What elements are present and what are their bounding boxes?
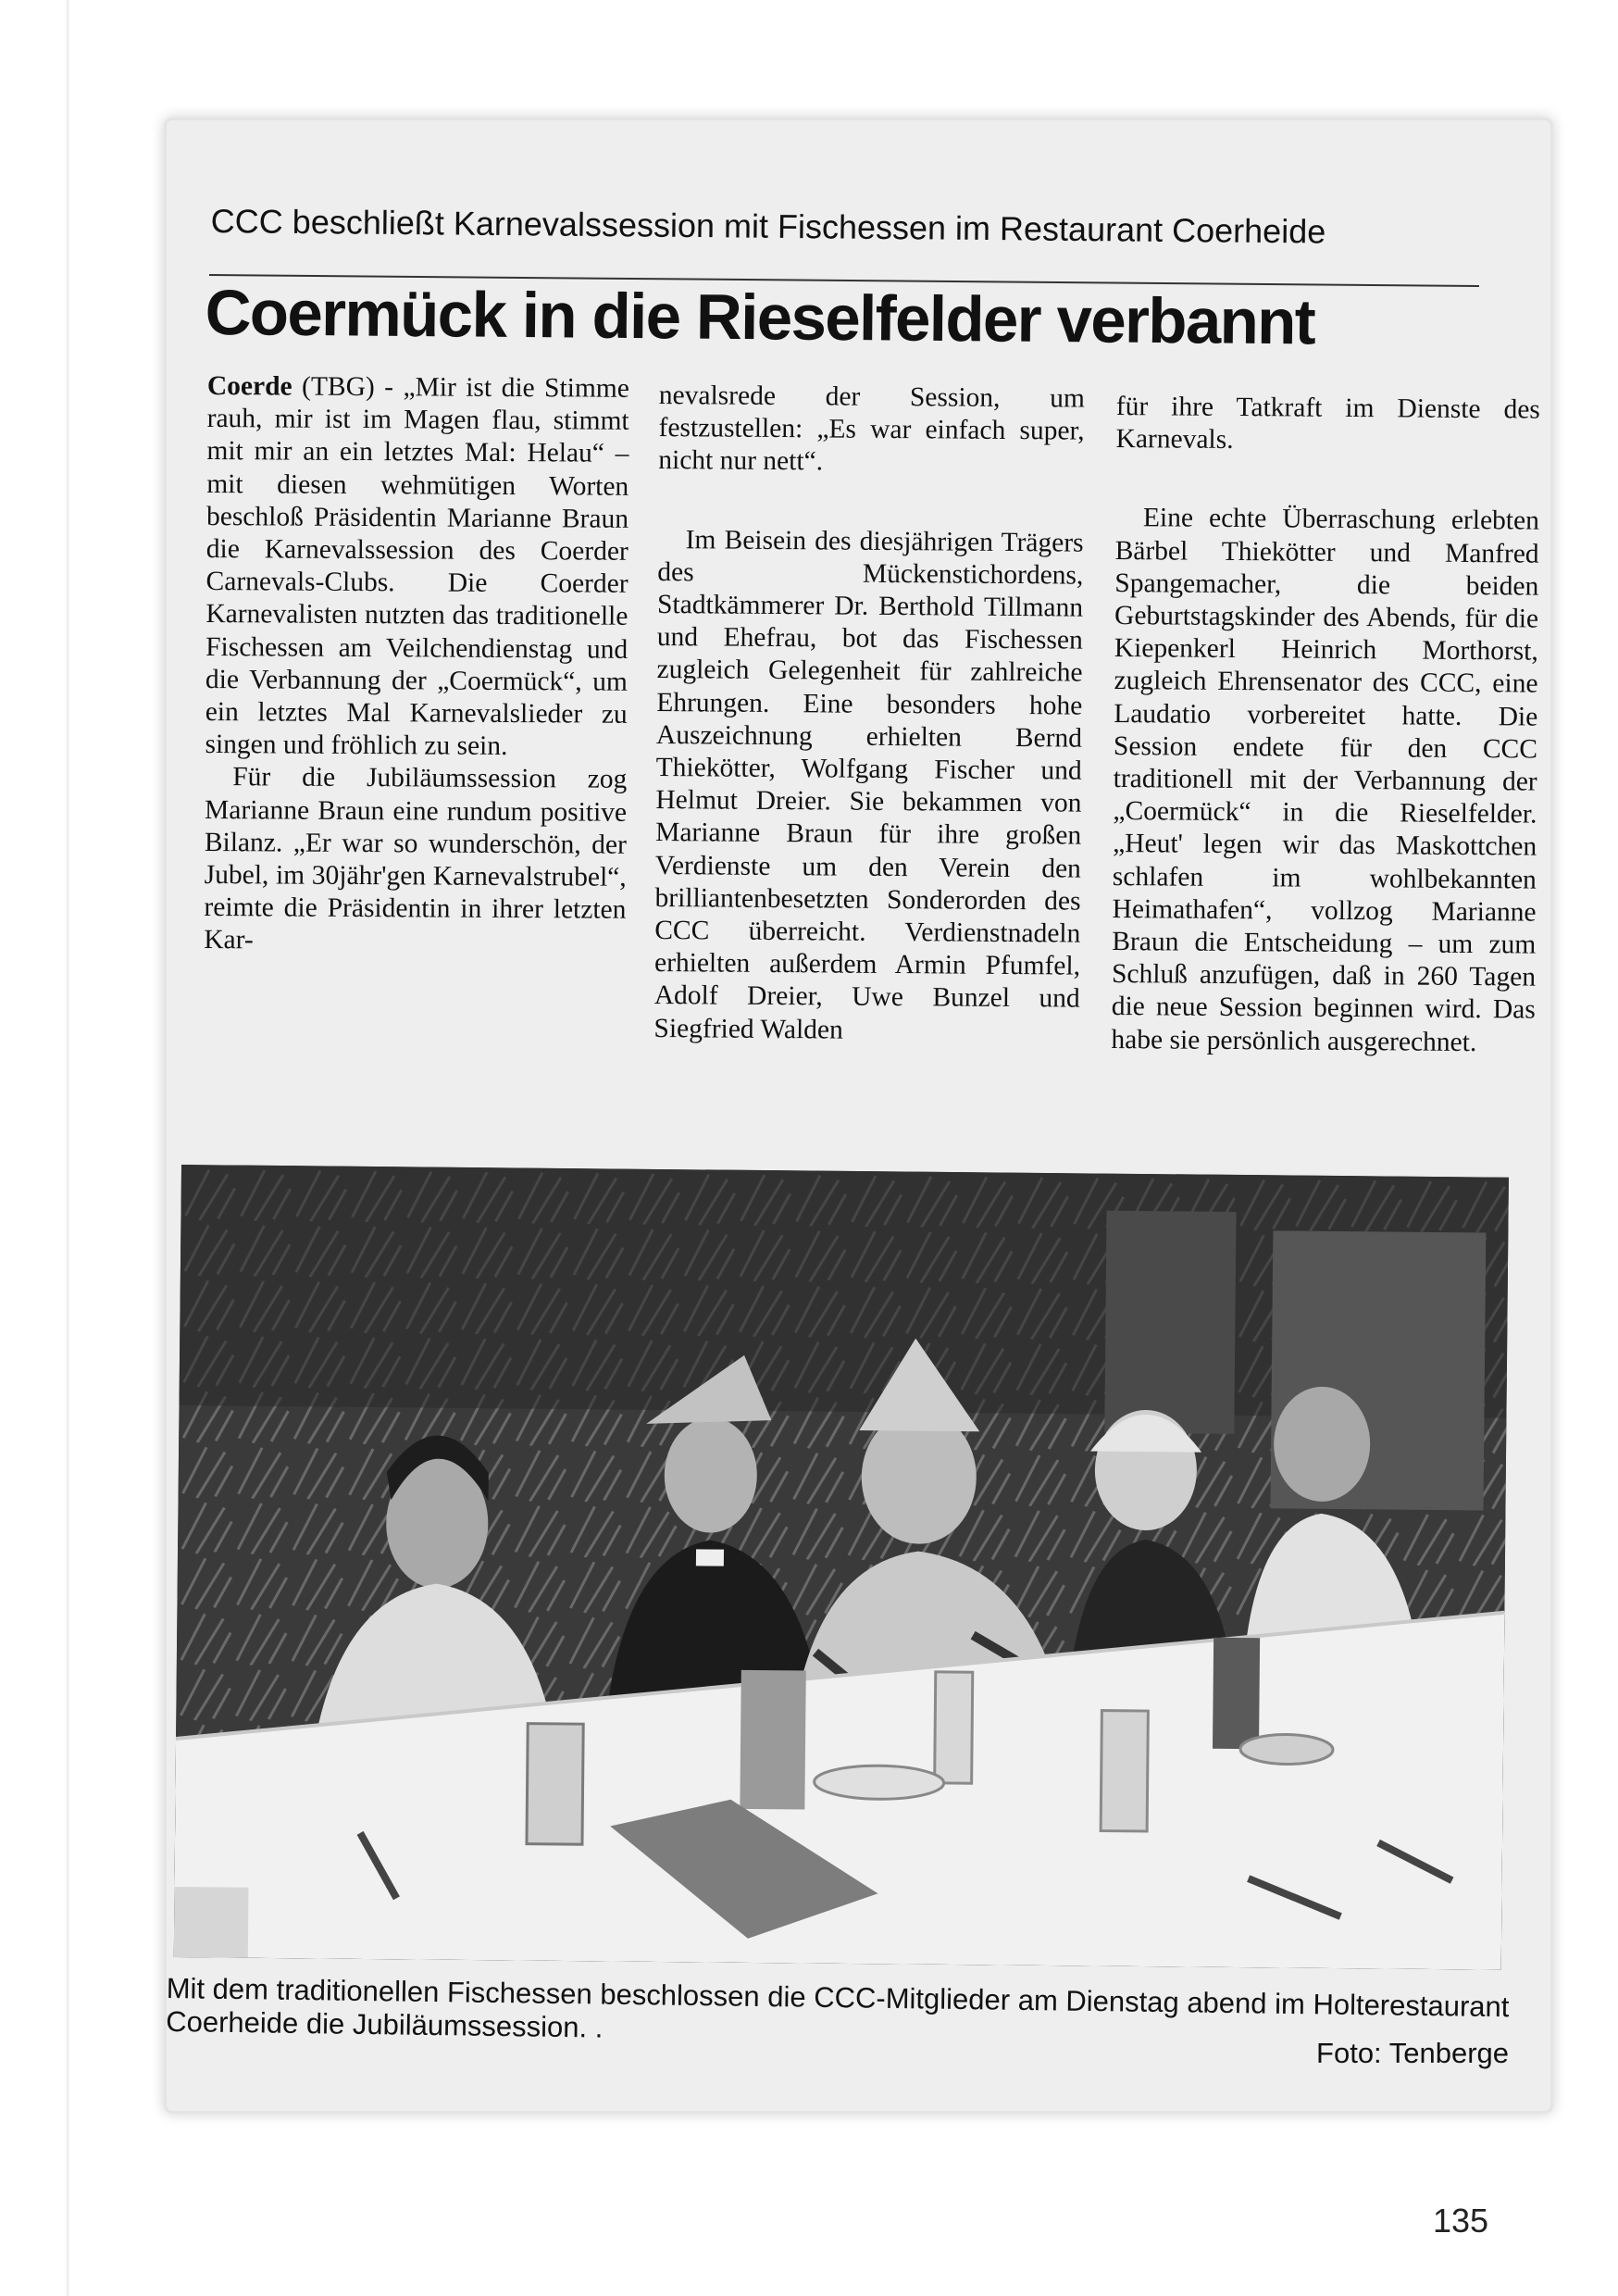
photo-illustration bbox=[174, 1165, 1509, 1970]
article-headline: Coermück in die Rieselfelder verbannt bbox=[205, 276, 1315, 358]
paragraph-3: nevalsrede der Session, um festzustellen: „Es war einfach super, nicht nur nett“. bbox=[658, 380, 1085, 477]
paragraph-1-text: (TBG) - „Mir ist die Stimme rauh, mir ist im Magen flau, stimmt mit mir an ein letztes Mal: Helau“ – mit diesen wehmütigen Worten beschloß Präsidentin Marianne Braun die Karnevalssession des Coerder Carnevals-Clubs. Die Coerder Karnevalisten nutzten das traditionelle Fischessen am Veilchendienstag und die Verbannung der „Coermück“, um ein letztes Mal Karnevalslieder zu singen und fröhlich zu sein. bbox=[205, 371, 630, 762]
dateline: Coerde bbox=[206, 370, 292, 402]
event-photo bbox=[174, 1165, 1509, 1970]
photo-caption: Mit dem traditionellen Fischessen beschlossen die CCC-Mitglieder am Dienstag abend im Holterestaurant Coerheide die Jubiläumssession. . bbox=[166, 1972, 1510, 2044]
paragraph-6: Eine echte Überraschung erlebten Bärbel Thiekötter und Manfred Spangemacher, die beiden Geburtstagskinder des Abends, für die Kiepenkerl Heinrich Morthorst, zugleich Ehrensenator des CCC, eine Laudatio vorbereitet hatte. Die Session endete für den CCC traditionell mit der Verbannung der „Coermück“ in die Rieselfelder. „Heut' legen wir das Maskottchen schlafen im wohlbekannten Heimathafen“, vollzog Marianne Braun die Entscheidung – um zum Schluß anzufügen, daß in 260 Tagen die neue Session beginnen wird. Das habe sie persönlich ausgerechnet. bbox=[1111, 503, 1540, 1057]
article-column-2 bbox=[653, 380, 1085, 1048]
paragraph-5: für ihre Tatkraft im Dienste des Karnevals. bbox=[1115, 391, 1540, 455]
page-edge bbox=[67, 0, 70, 2296]
paragraph-2: Für die Jubiläumssession zog Marianne Braun eine rundum positive Bilanz. „Er war so wunderschön, der Jubel, im 30jähr'gen Karnevalstrubel“, reimte die Präsidentin in ihrer letzten Kar- bbox=[204, 762, 628, 955]
page-number: 135 bbox=[1433, 2202, 1489, 2240]
article-column-3 bbox=[1111, 391, 1540, 1059]
article-column-1 bbox=[204, 370, 629, 959]
article-kicker: CCC beschließt Karnevalssession mit Fischessen im Restaurant Coerheide bbox=[210, 202, 1326, 251]
paragraph-1 bbox=[205, 370, 629, 764]
photo-credit: Foto: Tenberge bbox=[1316, 2037, 1509, 2069]
paragraph-4: Im Beisein des diesjährigen Trägers des Mückenstichordens, Stadtkämmerer Dr. Berthold Tillmann und Ehefrau, bot das Fischessen zugleich Gelegenheit für zahlreiche Ehrungen. Eine besonders hohe Auszeichnung erhielten Bernd Thiekötter, Wolfgang Fischer und Helmut Dreier. Sie bekammen von Marianne Braun für ihre großen Verdienste um den Verein den brilliantenbesetzten Sonderorden des CCC überreicht. Verdienstnadeln erhielten außerdem Armin Pfumfel, Adolf Dreier, Uwe Bunzel und Siegfried Walden bbox=[653, 524, 1084, 1045]
